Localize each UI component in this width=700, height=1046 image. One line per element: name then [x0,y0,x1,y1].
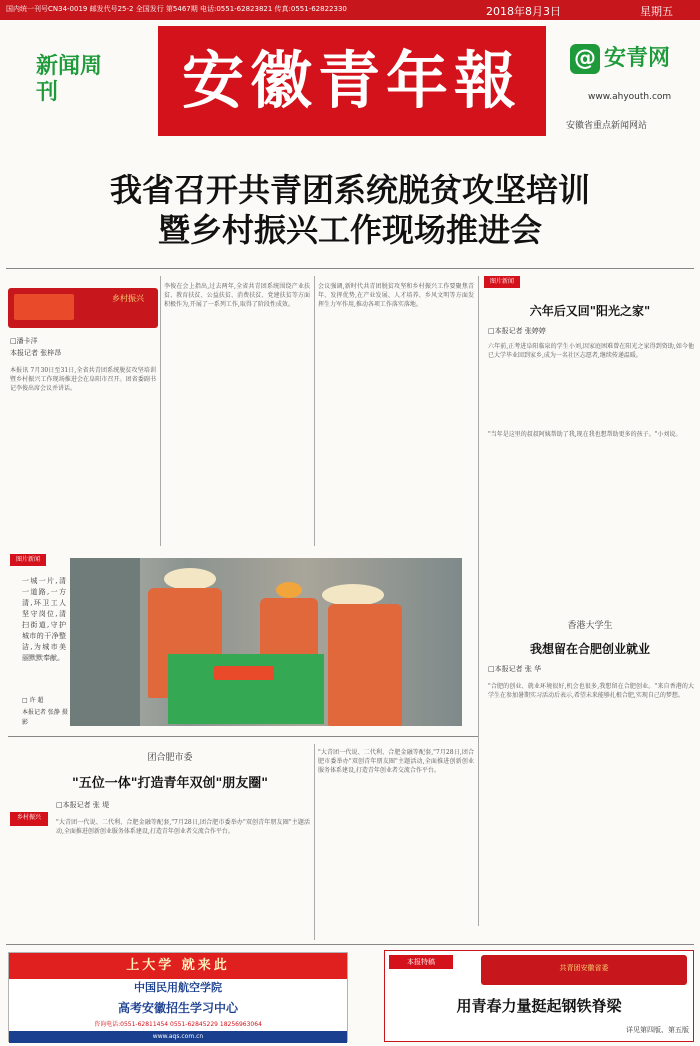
ad-center: 高考安徽招生学习中心 [9,997,347,1019]
headline-line-1: 我省召开共青团系统脱贫攻坚培训 [109,171,590,209]
at-logo-icon: @ [570,44,600,74]
right-article-body-2: "合肥的创业、就业环境很好,机会也很多,我想留在合肥创业。"来自香港的大学生在参加暑期实习活动后表示,希望未来能够扎根合肥,实现自己的梦想。 [488,683,694,699]
weekly-label: 新闻周刊 [36,54,103,105]
promo-title: 用青春力量挺起钢铁脊梁 [456,997,622,1015]
newspaper-flag [158,26,546,136]
promo-tag: 本报特稿 [389,955,453,969]
lead-paragraph: 李俊在会上指出,过去两年,全省共青团系统围绕产业扶贫、教育扶贫、公益扶贫、消费扶贫、党建扶贫等方面积极作为,开展了一系列工作,取得了阶段性成效。 [164,283,310,308]
newspaper-title: 安徽青年報 [181,44,522,117]
issue-date: 2018年8月3日 [486,5,561,18]
photo-caption: 一城一片,清一道路,一方清,环卫工人坚守岗位,清扫街道,守护城市的干净整洁,为城市美丽默默奉献。 [22,577,66,662]
bottom-article-kicker: 团合肥市委 [147,753,193,763]
column-divider [314,744,315,940]
promo-note: 详见第四版、第五版 [626,1026,689,1034]
cart-sign [214,666,274,680]
feature-promo[interactable] [384,950,694,1042]
column-divider [478,276,479,926]
right-article-body: "当年是这里的叔叔阿姨帮助了我,现在我也想帮助更多的孩子。"小刘说。 [488,431,682,438]
bottom-article-body: "大青团一代说、二代利、合肥金融等配套,"7月28日,团合肥市委举办"双创青年朋友圈"主题活动,全面推进创新创业服务体系建设,打造青年创业者交流合作平台。 [56,819,310,835]
water-station-cart [168,654,324,724]
lead-byline-author: □潘卡洋 [10,337,38,345]
ad-website: www.aqs.com.cn [9,1031,347,1043]
main-headline [0,170,700,250]
sun-hat [322,584,384,606]
bottom-article-title: "五位一体"打造青年双创"朋友圈" [71,776,269,791]
photo-news-tag: 图片新闻 [10,554,46,566]
site-logo-name: 安青网 [604,46,671,71]
right-article-title: 六年后又回"阳光之家" [529,304,651,318]
bottom-article-body: "大青团一代说、二代利、合肥金融等配套,"7月28日,团合肥市委举办"双创青年朋友圈"主题活动,全面推进创新创业服务体系建设,打造青年创业者交流合作平台。 [318,749,474,774]
photo-credit-author: □ 许 超 [22,697,44,704]
banner-label: 乡村振兴 [112,294,144,303]
photo-storefront [70,558,140,726]
site-tagline: 安徽省重点新闻网站 [566,121,648,131]
section-tag: 乡村振兴 [10,812,48,826]
headline-line-2: 暨乡村振兴工作现场推进会 [157,211,542,249]
sun-hat [164,568,216,590]
ad-school: 中国民用航空学院 [9,979,347,997]
right-article-body: 六年前,正考进阜阳临泉的学生小刘,因家庭困难曾在阳光之家得到资助,如今他已大学毕业回到家乡,成为一名社区志愿者,继续传递温暖。 [488,343,694,359]
advertisement[interactable] [8,952,348,1042]
helmet [276,582,302,598]
lead-paragraph: 本报讯 7月30日至31日,全省共青团系统脱贫攻坚培训暨乡村振兴工作现场推进会在阜阳市召开。团省委副书记李俊出席会议并讲话。 [10,367,156,392]
right-article-kicker: 香港大学生 [567,621,613,631]
photo-credit-reporter: 本报记者 张静 摄影 [22,709,68,726]
top-info-bar [0,0,700,20]
section-tag: 图片新闻 [484,276,520,288]
headline-divider [6,268,694,269]
news-photo [70,558,462,726]
site-url[interactable]: www.ahyouth.com [588,92,672,102]
column-divider [160,276,161,546]
right-article-title-2: 我想留在合肥创业就业 [529,642,650,656]
issue-weekday: 星期五 [640,5,673,18]
sanitation-worker [328,604,402,726]
ad-headline: 上大学 就来此 [9,953,347,979]
rural-revival-banner [8,288,158,328]
bottom-article-byline: □本报记者 张 堤 [56,801,110,809]
ad-phone: 咨询电话:0551-62811454 0551-62845229 18256963064 [9,1019,347,1031]
right-article-byline-2: □本报记者 张 华 [488,665,542,673]
lead-byline-reporter: 本报记者 张梓昂 [10,349,62,357]
issue-meta: 国内统一刊号CN34-0019 邮发代号25-2 全国发行 第5467期 电话:0551-62823821 传真:0551-62822330 [6,5,347,13]
promo-banner [481,955,687,985]
lead-paragraph: 会议强调,新时代共青团脱贫攻坚和乡村振兴工作要聚焦青年、发挥优势,在产业发展、人才培养、乡风文明等方面发挥生力军作用,推动各项工作落实落地。 [318,283,474,308]
right-article-byline: □本报记者 张婷婷 [488,327,546,335]
promo-banner-text: 共青团安徽省委 [559,964,609,972]
column-divider [314,276,315,546]
footer-divider [6,944,694,945]
flag-graphic [14,294,74,320]
section-divider [8,736,478,737]
